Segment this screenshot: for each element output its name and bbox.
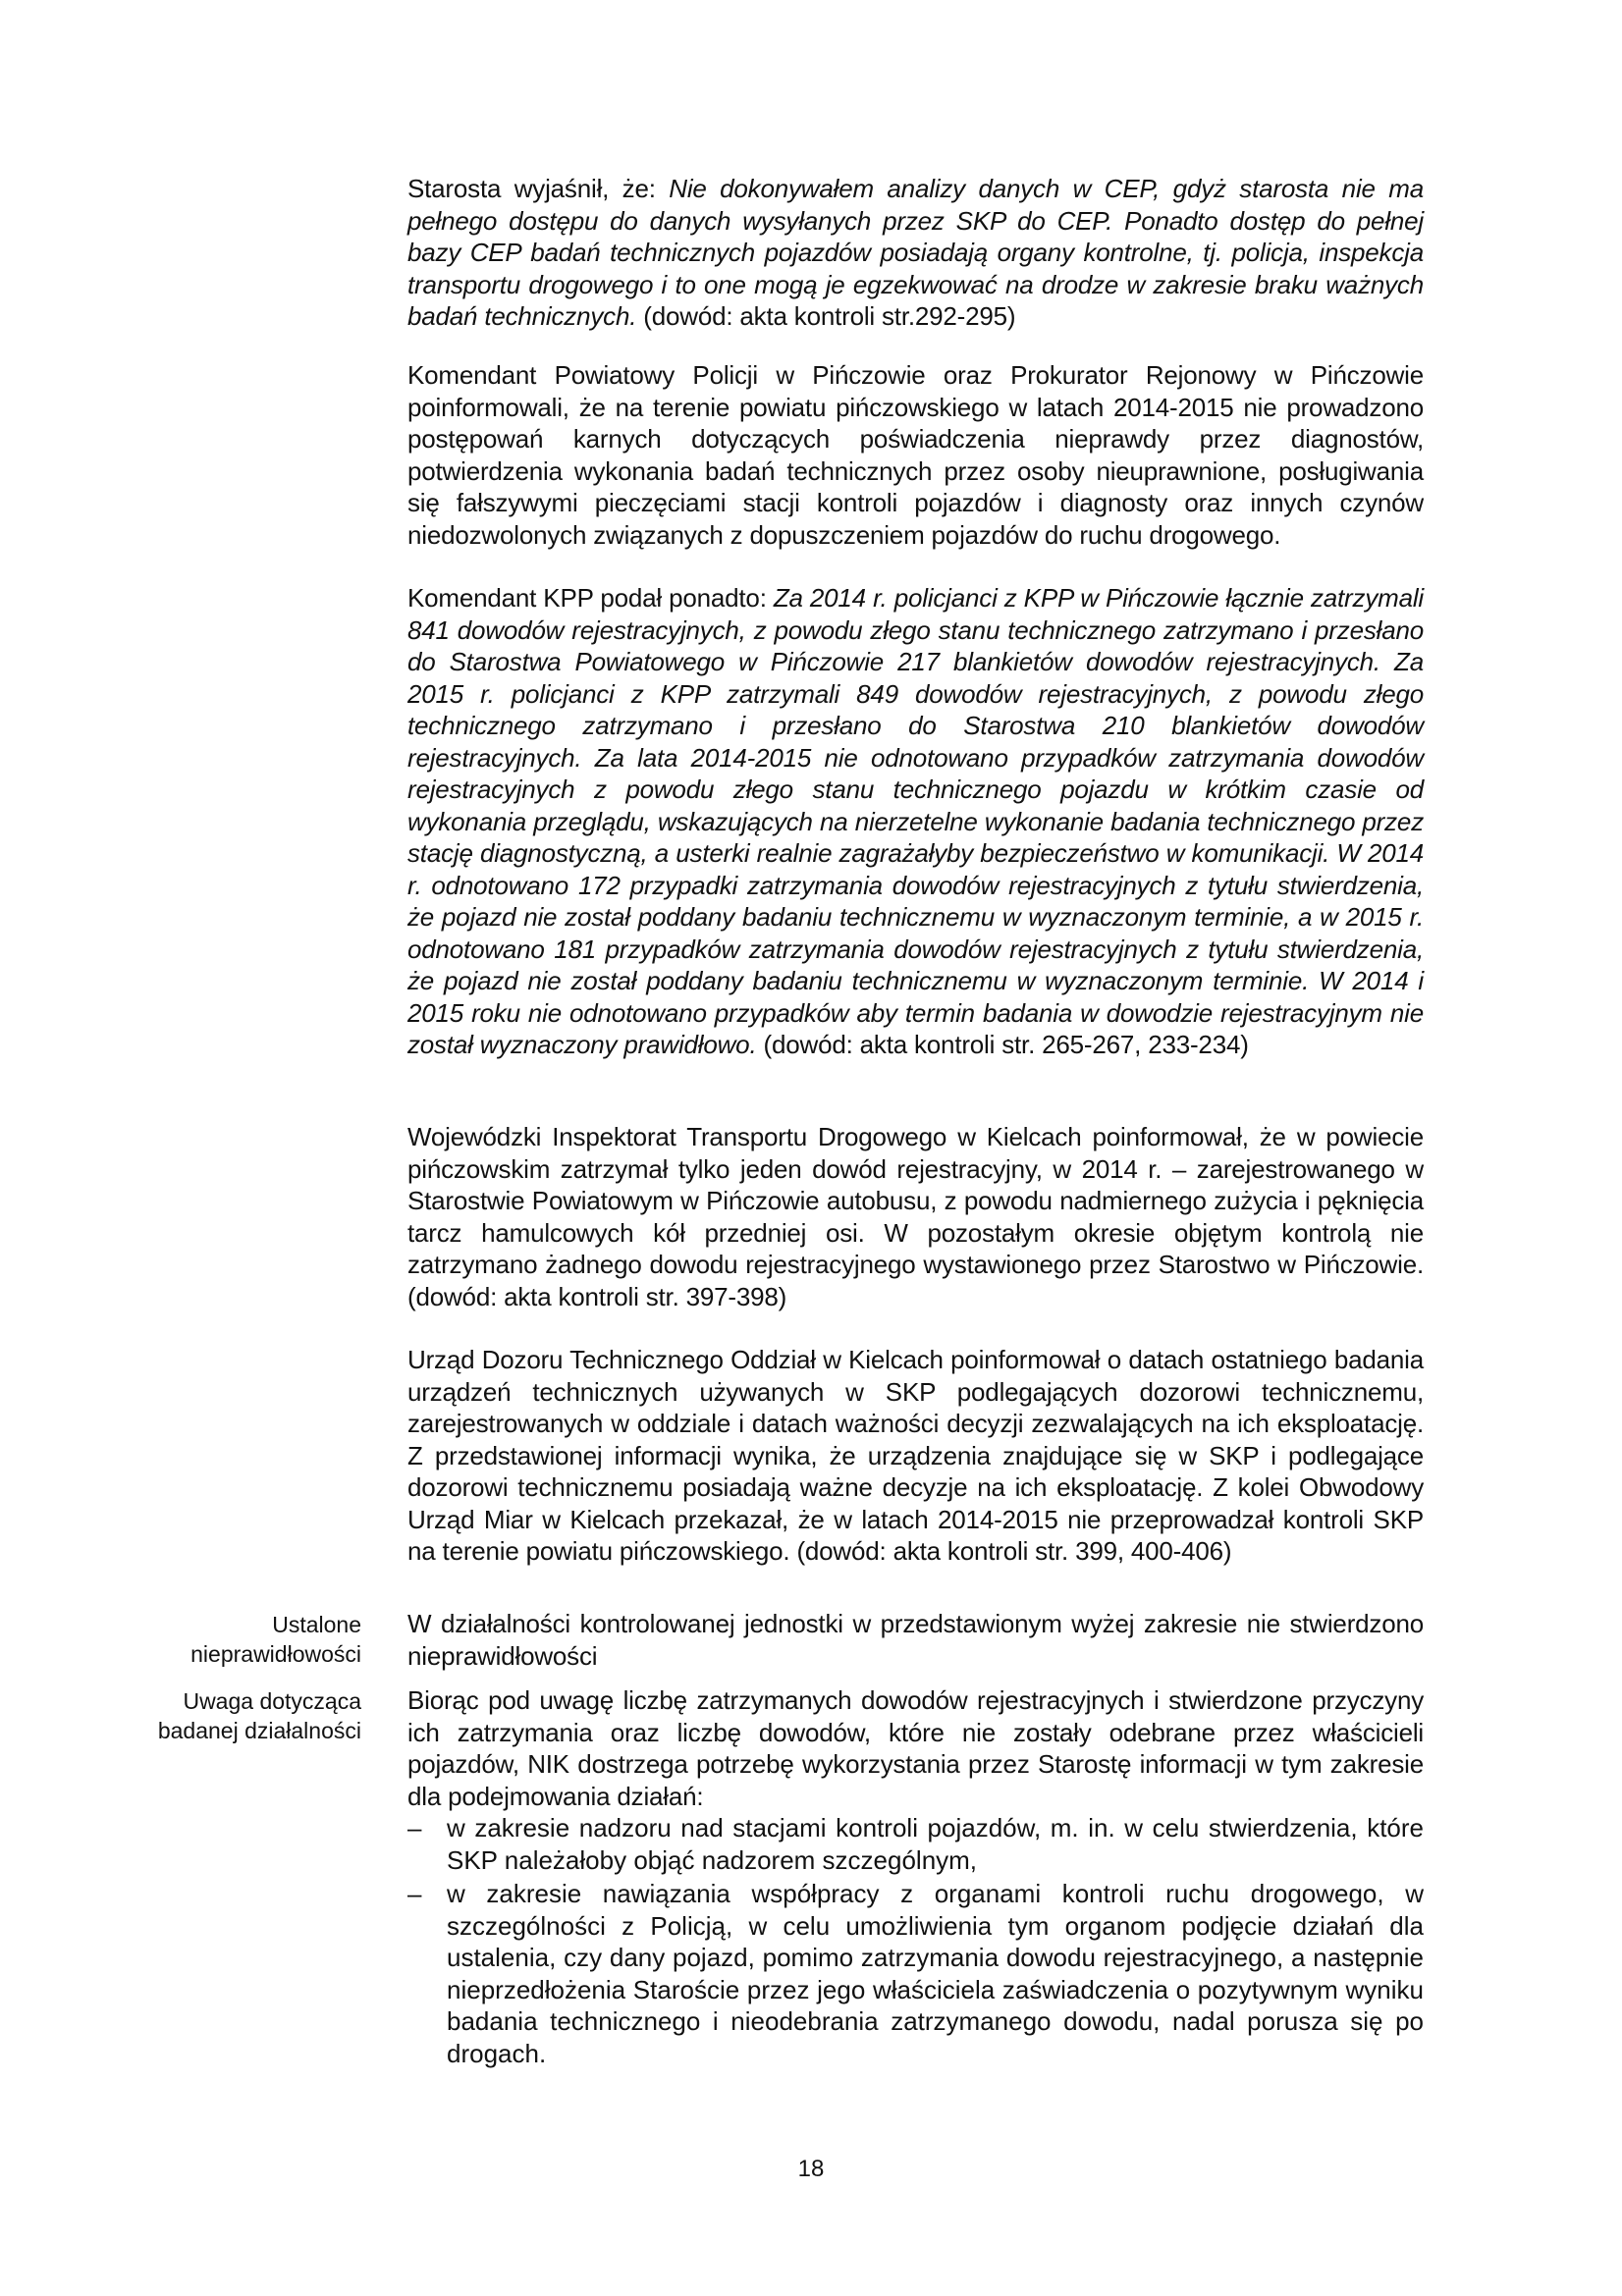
side-label-line: badanej działalności: [157, 1718, 361, 1743]
side-label-remark: [108, 1686, 361, 1745]
paragraph-lead: Komendant KPP podał ponadto:: [407, 583, 774, 613]
paragraph-udt: Urząd Dozoru Technicznego Oddział w Kielcach poinformował o datach ostatniego badania urządzeń technicznych używanych w SKP podlegających dozorowi technicznemu, zarejestrowanych w oddziale i datach ważności decyzji zezwalających na ich eksploatację. Z przedstawionej informacji wynika, że urządzenia znajdujące się w SKP i podlegające dozorowi technicznemu posiadają ważne decyzje na ich eksploatację. Z kolei Obwodowy Urząd Miar w Kielcach przekazał, że w latach 2014-2015 nie przeprowadzał kontroli SKP na terenie powiatu pińczowskiego. (dowód: akta kontroli str. 399, 400-406): [407, 1345, 1424, 1566]
paragraph-lead: Starosta wyjaśnił, że:: [407, 174, 670, 203]
bullet-dash: –: [407, 1879, 422, 1908]
paragraph-starosta-explanation: [407, 173, 1424, 333]
bullet-text: w zakresie nadzoru nad stacjami kontroli pojazdów, m. in. w celu stwierdzenia, które SKP należałoby objąć nadzorem szczególnym,: [447, 1813, 1424, 1875]
paragraph-nik-remark: Biorąc pod uwagę liczbę zatrzymanych dowodów rejestracyjnych i stwierdzone przyczyny ich zatrzymania oraz liczbę dowodów, które nie zostały odebrane przez właścicieli pojazdów, NIK dostrzega potrzebę wykorzystania przez Starostę informacji w tym zakresie dla podejmowania działań:: [407, 1685, 1424, 1811]
paragraph-police-prosecutor: Komendant Powiatowy Policji w Pińczowie oraz Prokurator Rejonowy w Pińczowie poinformowali, że na terenie powiatu pińczowskiego w latach 2014-2015 nie prowadzono postępowań karnych dotyczących poświadczenia nieprawdy przez diagnostów, potwierdzenia wykonania badań technicznych przez osoby nieuprawnione, posługiwania się fałszywymi pieczęciami stacji kontroli pojazdów i diagnosty oraz innych czynów niedozwolonych związanych z dopuszczeniem pojazdów do ruchu drogowego.: [407, 360, 1424, 550]
side-label-irregularities: [108, 1610, 361, 1669]
page-number: 18: [797, 2156, 825, 2182]
side-label-line: Ustalone: [272, 1612, 361, 1637]
bullet-text: w zakresie nawiązania współpracy z organami kontroli ruchu drogowego, w szczególności z Policją, w celu umożliwienia tym organom podjęcie działań dla ustalenia, czy dany pojazd, pomimo zatrzymania dowodu rejestracyjnego, a następnie nieprzedłożenia Staroście przez jego właściciela zaświadczenia o pozytywnym wyniku badania technicznego i nieodebrania zatrzymanego dowodu, nadal porusza się po drogach.: [447, 1879, 1424, 2068]
bullet-item-supervision: [407, 1812, 1424, 1876]
side-label-line: Uwaga dotycząca: [183, 1688, 361, 1714]
evidence-reference: (dowód: akta kontroli str.292-295): [636, 301, 1016, 331]
paragraph-no-irregularities: W działalności kontrolowanej jednostki w przedstawionym wyżej zakresie nie stwierdzono nieprawidłowości: [407, 1609, 1424, 1671]
evidence-reference: (dowód: akta kontroli str. 265-267, 233-234): [756, 1030, 1249, 1059]
paragraph-witd: Wojewódzki Inspektorat Transportu Drogowego w Kielcach poinformował, że w powiecie pińczowskim zatrzymał tylko jeden dowód rejestracyjny, w 2014 r. – zarejestrowanego w Starostwie Powiatowym w Pińczowie autobusu, z powodu nadmiernego zużycia i pęknięcia tarcz hamulcowych kół przedniej osi. W pozostałym okresie objętym kontrolą nie zatrzymano żadnego dowodu rejestracyjnego wystawionego przez Starostwo w Pińczowie. (dowód: akta kontroli str. 397-398): [407, 1122, 1424, 1311]
paragraph-quote: Za 2014 r. policjanci z KPP w Pińczowie łącznie zatrzymali 841 dowodów rejestracyjnych, z powodu złego stanu technicznego zatrzymano i przesłano do Starostwa Powiatowego w Pińczowie 217 blankietów dowodów rejestracyjnych. Za 2015 r. policjanci z KPP zatrzymali 849 dowodów rejestracyjnych, z powodu złego technicznego zatrzymano i przesłano do Starostwa 210 blankietów dowodów rejestracyjnych. Za lata 2014-2015 nie odnotowano przypadków zatrzymania dowodów rejestracyjnych z powodu złego stanu technicznego pojazdu w krótkim czasie od wykonania przeglądu, wskazujących na nierzetelne wykonanie badania technicznego przez stację diagnostyczną, a usterki realnie zagrażałyby bezpieczeństwo w komunikacji. W 2014 r. odnotowano 172 przypadki zatrzymania dowodów rejestracyjnych z tytułu stwierdzenia, że pojazd nie został poddany badaniu technicznemu w wyznaczonym terminie, a w 2015 r. odnotowano 181 przypadków zatrzymania dowodów rejestracyjnych z tytułu stwierdzenia, że pojazd nie został poddany badaniu technicznemu w wyznaczonym terminie. W 2014 i 2015 roku nie odnotowano przypadków aby termin badania w dowodzie rejestracyjnym nie został wyznaczony prawidłowo.: [407, 583, 1424, 1059]
bullet-item-cooperation: [407, 1878, 1424, 2069]
paragraph-kpp-statement: [407, 582, 1424, 1061]
paragraph-quote: Nie dokonywałem analizy danych w CEP, gdyż starosta nie ma pełnego dostępu do danych wysyłanych przez SKP do CEP. Ponadto dostęp do pełnej bazy CEP badań technicznych pojazdów posiadają organy kontrolne, tj. policja, inspekcja transportu drogowego i to one mogą je egzekwować na drodze w zakresie braku ważnych badań technicznych.: [407, 174, 1424, 331]
bullet-dash: –: [407, 1813, 422, 1842]
side-label-line: nieprawidłowości: [190, 1641, 361, 1667]
